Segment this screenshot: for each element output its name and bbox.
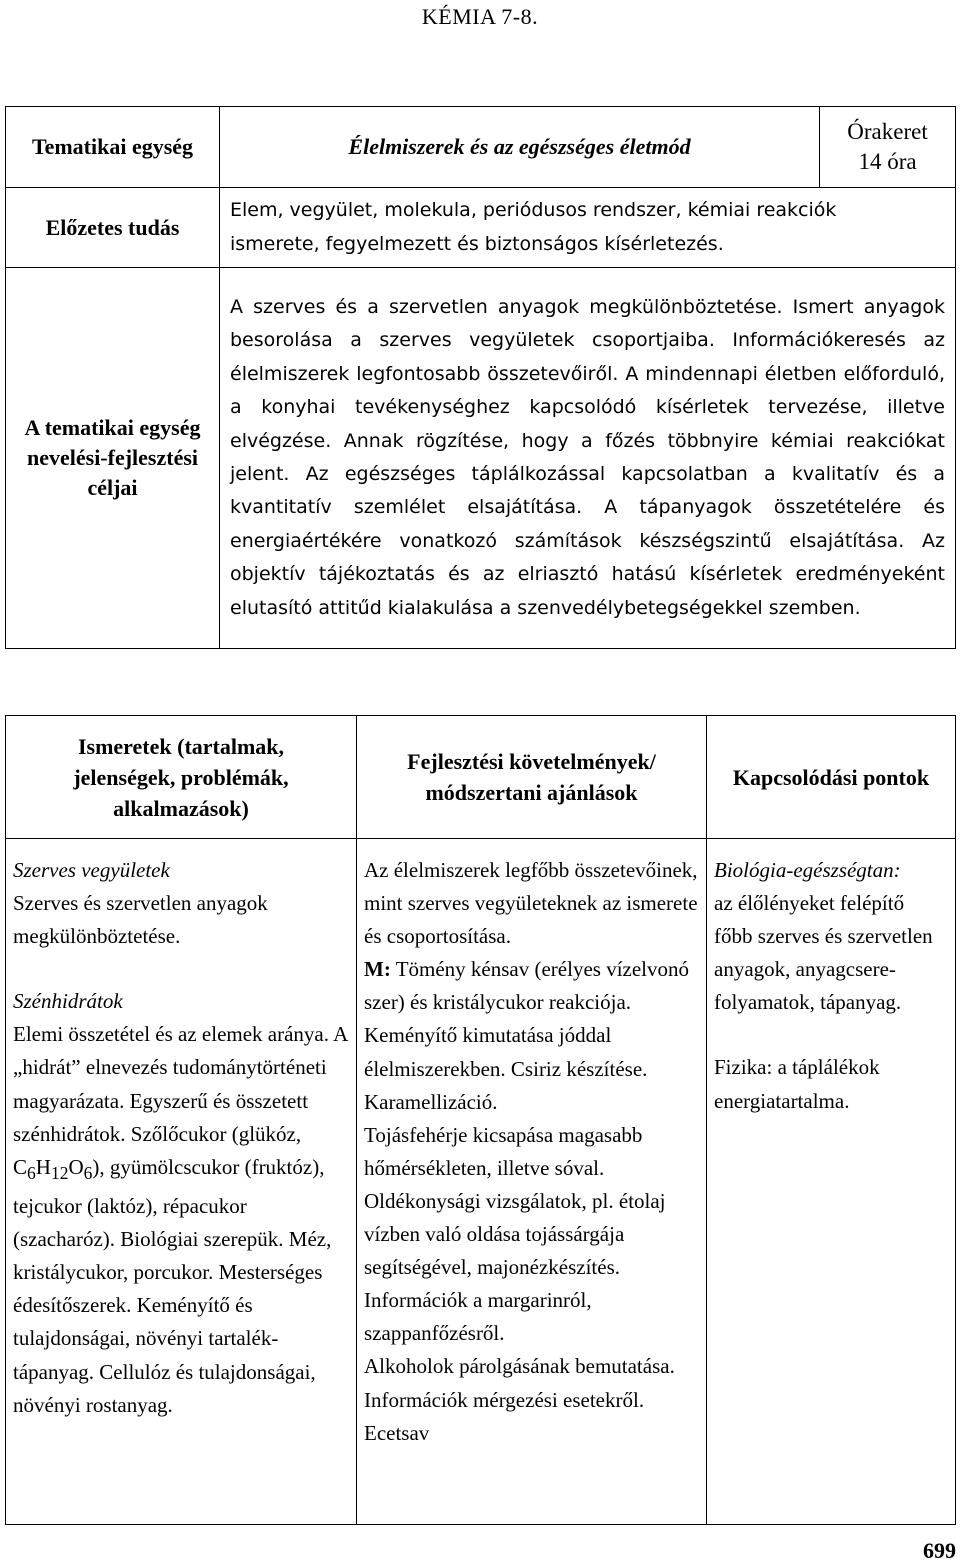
- educational-goals-label: A tematikai egység nevelési-fejlesztési céljai: [6, 268, 220, 649]
- prior-knowledge-content: Elem, vegyület, molekula, periódusos rendszer, kémiai reakciók ismerete, fegyelmezett és biztonságos kísérletezés.: [220, 188, 956, 268]
- glucose-formula: [13, 1154, 93, 1183]
- educational-goals-content: A szerves és a szervetlen anyagok megkülönböztetése. Ismert anyagok besorolása a szerves vegyületek csoportjaiba. Információkeresés az élelmiszerek legfontosabb összetevőiről. A mindennapi életben előforduló, a konyhai tevékenységhez kapcsolódó kísérletek tervezése, illetve elvégzése. Annak rögzítése, hogy a főzés többnyire kémiai reakciókat jelent. Az egészséges táplálkozással kapcsolatban a kvalitatív és a kvantitatív szemlélet elsajátítása. A tápanyagok összetételére és energiaértékére vonatkozó számítások készségszintű elsajátítása. Az objektív tájékoztatás és az elriasztó hatású kísérletek eredményeként elutasító attitűd kialakulása a szenvedélybetegségekkel szemben.: [220, 268, 956, 649]
- prior-knowledge-label: Előzetes tudás: [6, 188, 220, 268]
- physics-text: Fizika: a táplálékok energiatartalma.: [714, 1055, 880, 1113]
- formula-o: O: [68, 1154, 84, 1179]
- formula-o-sub: 6: [83, 1162, 93, 1183]
- carbohydrates-text: [13, 1018, 348, 1421]
- carbohydrates-text-b: ), gyümölcscukor (fruktóz), tejcukor (laktóz), répacukor (szacharóz). Biológiai szerepük. Méz, kristálycukor, porcukor. Mesterséges édesítőszerek. Keményítő és tulajdonságai, növényi tartalék-tápanyag. Cellulóz és tulajdonságai, növényi rostanyag.: [13, 1154, 332, 1417]
- requirements-para-4: Oldékonysági vizsgálatok, pl. étolaj vízben való oldása tojássárgája segítségével, majonézkészítés. Információk a margarinról, szappanfőzésről.: [364, 1188, 666, 1346]
- carbohydrates-heading: Szénhidrátok: [13, 989, 123, 1014]
- organic-compounds-text: Szerves és szervetlen anyagok megkülönböztetése.: [13, 891, 268, 949]
- method-text: Tömény kénsav (erélyes vízelvonó szer) és kristálycukor reakciója. Keményítő kimutatása jóddal élelmiszerekben. Csiriz készítése. Karamellizáció.: [364, 957, 690, 1114]
- carbohydrates-text-a: Elemi összetétel és az elemek aránya. A „hidrát” elnevezés tudománytörténeti magyarázata. Egyszerű és összetett szénhidrátok. Szőlőcukor (glükóz,: [13, 1022, 348, 1146]
- requirements-para-5: Alkoholok párolgásának bemutatása. Információk mérgezési esetekről. Ecetsav: [364, 1354, 675, 1445]
- biology-text: az élőlényeket felépítő főbb szerves és szervetlen anyagok, anyagcsere-folyamatok, tápanyag.: [714, 891, 933, 1015]
- unit-overview-table: [5, 106, 956, 649]
- requirements-para-1: Az élelmiszerek legfőbb összetevőinek, mint szerves vegyületeknek az ismerete és csoportosítása.: [364, 858, 698, 949]
- formula-h-sub: 12: [50, 1162, 69, 1183]
- page-header: KÉMIA 7-8.: [421, 4, 539, 29]
- formula-h: H: [35, 1154, 51, 1179]
- requirements-column: [357, 839, 707, 1525]
- thematic-unit-title: Élelmiszerek és az egészséges életmód: [220, 107, 820, 188]
- connections-column: [707, 839, 956, 1525]
- requirements-para-3: Tojásfehérje kicsapása magasabb hőmérsékleten, illetve sóval.: [364, 1122, 643, 1180]
- requirements-para-2: [364, 953, 698, 1118]
- hours-label: Órakeret: [847, 119, 928, 144]
- column-header-connections: Kapcsolódási pontok: [707, 716, 956, 839]
- page-number: 699: [923, 1538, 956, 1563]
- content-table: [5, 715, 956, 1525]
- formula-c: C: [13, 1154, 28, 1179]
- formula-c-sub: 6: [27, 1162, 36, 1183]
- column-header-knowledge: Ismeretek (tartalmak, jelenségek, problémák, alkalmazások): [6, 716, 357, 839]
- hours-cell: [820, 107, 956, 188]
- hours-value: 14 óra: [858, 149, 917, 174]
- organic-compounds-heading: Szerves vegyületek: [13, 858, 170, 882]
- biology-label: Biológia-egészségtan:: [714, 858, 901, 882]
- thematic-unit-label: Tematikai egység: [6, 107, 220, 188]
- method-label: M:: [364, 957, 391, 982]
- knowledge-column: [6, 839, 357, 1525]
- column-header-requirements: Fejlesztési követelmények/ módszertani ajánlások: [357, 716, 707, 839]
